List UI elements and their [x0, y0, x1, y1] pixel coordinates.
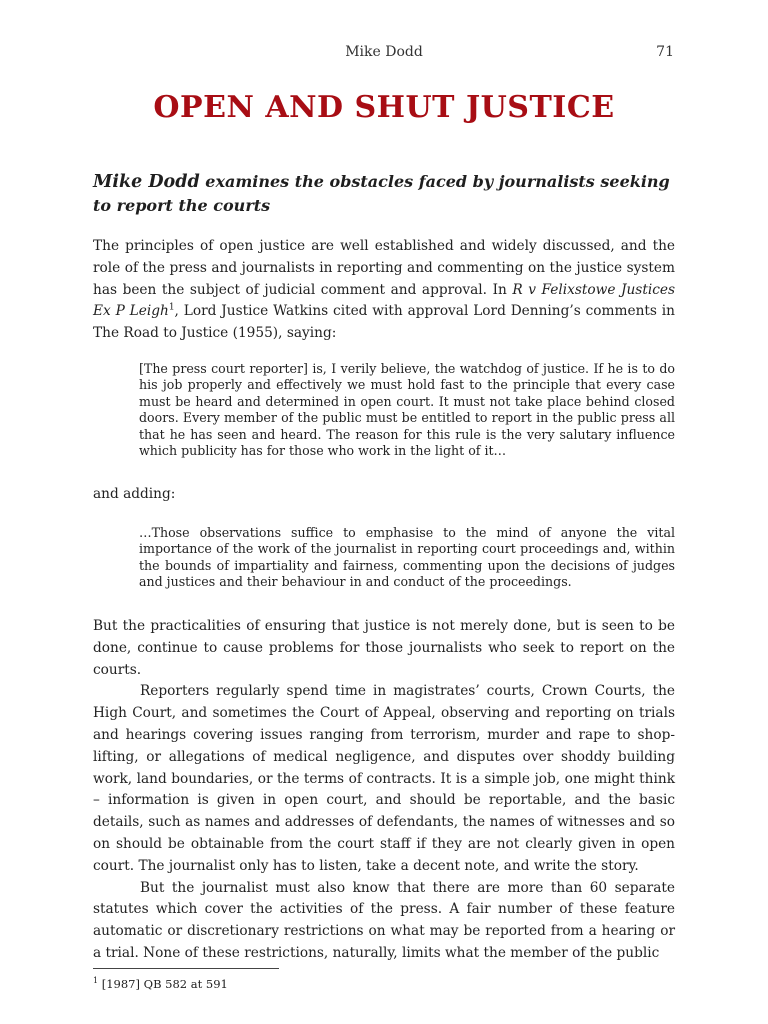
page-number: 71 — [656, 44, 674, 60]
case-citation: R v Felixstowe Justices Ex P Leigh — [93, 281, 675, 320]
intro-text-a: The principles of open justice are well established and widely discussed, and the role of the press and journalists in reporting and commenting on the justice system has been the subject of judicial comment and approval. In — [93, 238, 675, 298]
paragraph-practicalities: But the practicalities of ensuring that justice is not merely done, but is seen to be done, continue to cause problems for those journalists who seek to report on the courts. — [93, 618, 675, 678]
footnote-reference[interactable]: 1 — [168, 302, 175, 313]
running-head-author: Mike Dodd — [345, 44, 423, 60]
footnote-divider — [93, 968, 279, 969]
article-title: OPEN AND SHUT JUSTICE — [153, 90, 615, 125]
standfirst — [93, 170, 675, 217]
paragraph-reporters: Reporters regularly spend time in magistrates’ courts, Crown Courts, the High Court, and sometimes the Court of Appeal, observing and reporting on trials and hearings covering issues ranging from terrorism, murder and rape to shop-lifting, or allegations of medical negligence, and disputes over shoddy building work, land boundaries, or the terms of contracts. It is a simple job, one might think – information is given in open court, and should be reportable, and the basic details, such as names and addresses of defendants, the names of witnesses and so on should be obtainable from the court staff if they are not clearly given in open court. The journalist only has to listen, take a decent note, and write the story. — [93, 683, 675, 874]
footnote-number: 1 — [93, 976, 99, 985]
standfirst-text: examines the obstacles faced by journalists seeking to report the courts — [93, 172, 670, 215]
standfirst-author: Mike Dodd — [93, 172, 200, 192]
block-quote-continuation: …Those observations suffice to emphasise to the mind of anyone the vital importance of the work of the journalist in reporting court proceedings and, within the bounds of impartiality and fairness, commenting upon the decisions of judges and justices and their behaviour in and conduct of the proceedings. — [139, 525, 675, 590]
footnote — [93, 976, 228, 991]
transition-text: and adding: — [93, 486, 176, 502]
article-body — [93, 616, 675, 965]
block-quote-denning: [The press court reporter] is, I verily believe, the watchdog of justice. If he is to do his job properly and effectively we must hold fast to the principle that every case must be heard and determined in open court. It must not take place behind closed doors. Every member of the public must be entitled to report in the public press all that he has seen and heard. The reason for this rule is the very salutary influence which publicity has for those who work in the light of it… — [139, 361, 675, 459]
intro-text-b: , Lord Justice Watkins cited with approval Lord Denning’s comments in The Road to Justice (1955), saying: — [93, 303, 675, 342]
footnote-text: [1987] QB 582 at 591 — [98, 976, 228, 991]
paragraph-intro — [93, 236, 675, 345]
paragraph-statutes: But the journalist must also know that there are more than 60 separate statutes which cover the activities of the press. A fair number of these feature automatic or discretionary restrictions on what may be reported from a hearing or a trial. None of these restrictions, naturally, limits what the member of the public — [93, 879, 675, 961]
